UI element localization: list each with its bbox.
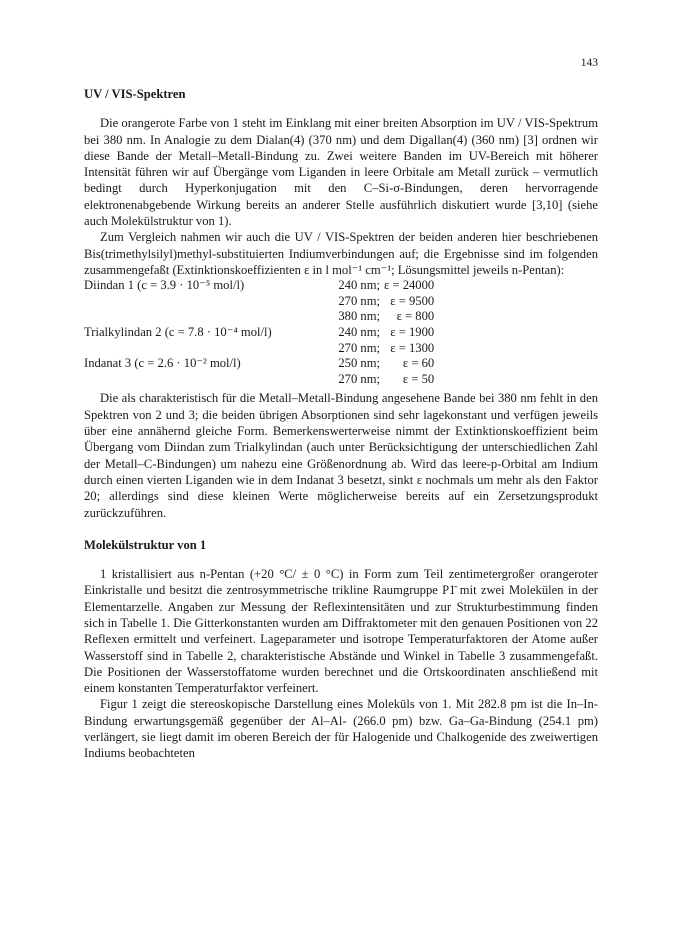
page-body <box>84 86 598 762</box>
compound-cell <box>84 341 328 357</box>
epsilon-cell: ε = 800 <box>396 309 435 324</box>
wavelength-cell: 240 nm; <box>338 325 380 340</box>
compound-cell: Indanat 3 (c = 2.6 · 10⁻² mol/l) <box>84 356 241 371</box>
compound-cell: Trialkylindan 2 (c = 7.8 · 10⁻⁴ mol/l) <box>84 325 272 340</box>
paragraph-structure-1: 1 kristallisiert aus n-Pentan (+20 °C/ ± 0 °C) in Form zum Teil zentimetergroßer orangeroter Einkristalle und besitzt die zentrosymmetrische trikline Raumgruppe P1̄ mit zwei Molekülen in der Elementarzelle. Angaben zur Messung der Reflexintensitäten und zur Strukturbestimmung finden sich in Tabelle 1. Die Gitterkonstanten wurden am Diffraktometer mit den genauen Positionen von 22 Reflexen ermittelt und verfeinert. Lageparameter und isotrope Temperaturfaktoren der Atome außer Wasserstoff sind in Tabelle 2, charakteristische Abstände und Winkel in Tabelle 3 zusammengefaßt. Die Positionen der Wasserstoffatome wurden berechnet und die Ortskoordinaten anschließend mit einem konstanten Temperaturfaktor verfeinert. <box>84 567 598 696</box>
paragraph-uv-vis-3: Die als charakteristisch für die Metall–Metall-Bindung angesehene Bande bei 380 nm fehlt in den Spektren von 2 und 3; die beiden übrigen Absorptionen sind sehr lagekonstant und verfügen jeweils über eine annähernd gleiche Form. Bemerkenswerterweise nimmt der Extinktionskoeffizient beim Übergang vom Diindan zum Trialkylindan (auch unter Berücksichtigung der unterschiedlichen Zahl der Metall–C-Bindungen) um nahezu eine Größenordnung ab. Wird das leere-p-Orbital am Indium durch einen vierten Liganden wie in dem Indanat 3 besetzt, sinkt ε nochmals um mehr als den Faktor 20; allerdings sind diese kleinen Werte möglicherweise bereits auf ein Zersetzungsprodukt zurückzuführen. <box>84 391 598 520</box>
wavelength-cell: 270 nm; <box>338 293 380 308</box>
table-row <box>84 309 434 325</box>
page-number: 143 <box>580 57 598 69</box>
epsilon-cell: ε = 50 <box>402 371 435 386</box>
epsilon-cell: ε = 1900 <box>390 325 435 340</box>
table-row <box>84 325 434 341</box>
wavelength-cell: 250 nm; <box>338 356 380 371</box>
table-row <box>84 341 434 357</box>
section-heading-uv-vis: UV / VIS-Spektren <box>84 87 186 101</box>
compound-cell: Diindan 1 (c = 3.9 · 10⁻⁵ mol/l) <box>84 278 245 293</box>
paragraph-uv-vis-2: Zum Vergleich nahmen wir auch die UV / VIS-Spektren der beiden anderen hier beschriebenen Bis(trimethylsilyl)methyl-substituierten Indiumverbindungen auf; die Ergebnisse sind im folgenden zusammengefaßt (Extinktionskoeffizienten ε in l mol⁻¹ cm⁻¹; Lösungsmittel jeweils n-Pentan): <box>84 230 598 277</box>
section-heading-molecular-structure: Molekülstruktur von 1 <box>84 537 207 552</box>
table-row <box>84 372 434 388</box>
extinction-table <box>84 278 434 387</box>
paragraph-structure-2: Figur 1 zeigt die stereoskopische Darstellung eines Moleküls von 1. Mit 282.8 pm ist die In–In-Bindung erwartungsgemäß gegenüber der Al–Al- (266.0 pm) bzw. Ga–Ga-Bindung (254.1 pm) verlängert, sie liegt damit im oberen Bereich der für Halogenide und Chalkogenide des zweiwertigen Indiums beobachteten <box>84 697 598 761</box>
table-row <box>84 356 434 372</box>
wavelength-cell: 270 nm; <box>338 371 380 386</box>
wavelength-cell: 270 nm; <box>338 340 380 355</box>
compound-cell <box>84 294 328 310</box>
wavelength-cell: 240 nm; <box>338 278 380 293</box>
epsilon-cell: ε = 24000 <box>384 278 435 293</box>
compound-cell <box>84 372 328 388</box>
epsilon-cell: ε = 9500 <box>390 293 435 308</box>
table-row <box>84 294 434 310</box>
paragraph-uv-vis-1: Die orangerote Farbe von 1 steht im Einklang mit einer breiten Absorption im UV / VIS-Spektrum bei 380 nm. In Analogie zu dem Dialan(4) (370 nm) und dem Digallan(4) (360 nm) [3] ordnen wir diese Bande der Metall–Metall-Bindung zu. Zwei weitere Banden im UV-Bereich mit höherer Intensität führen wir auf Übergänge vom Liganden in leere Orbitale am Metall zurück – vermutlich bedingt durch Hyperkonjugation mit den C–Si-σ-Bindungen, deren hervorragende elektronenabgebende Wirkung bereits an anderer Stelle ausführlich diskutiert wurde [3,10] (siehe auch Molekülstruktur von 1). <box>84 116 598 229</box>
table-row <box>84 278 434 294</box>
epsilon-cell: ε = 60 <box>402 356 435 371</box>
wavelength-cell: 380 nm; <box>338 309 380 324</box>
epsilon-cell: ε = 1300 <box>390 340 435 355</box>
compound-cell <box>84 309 328 325</box>
